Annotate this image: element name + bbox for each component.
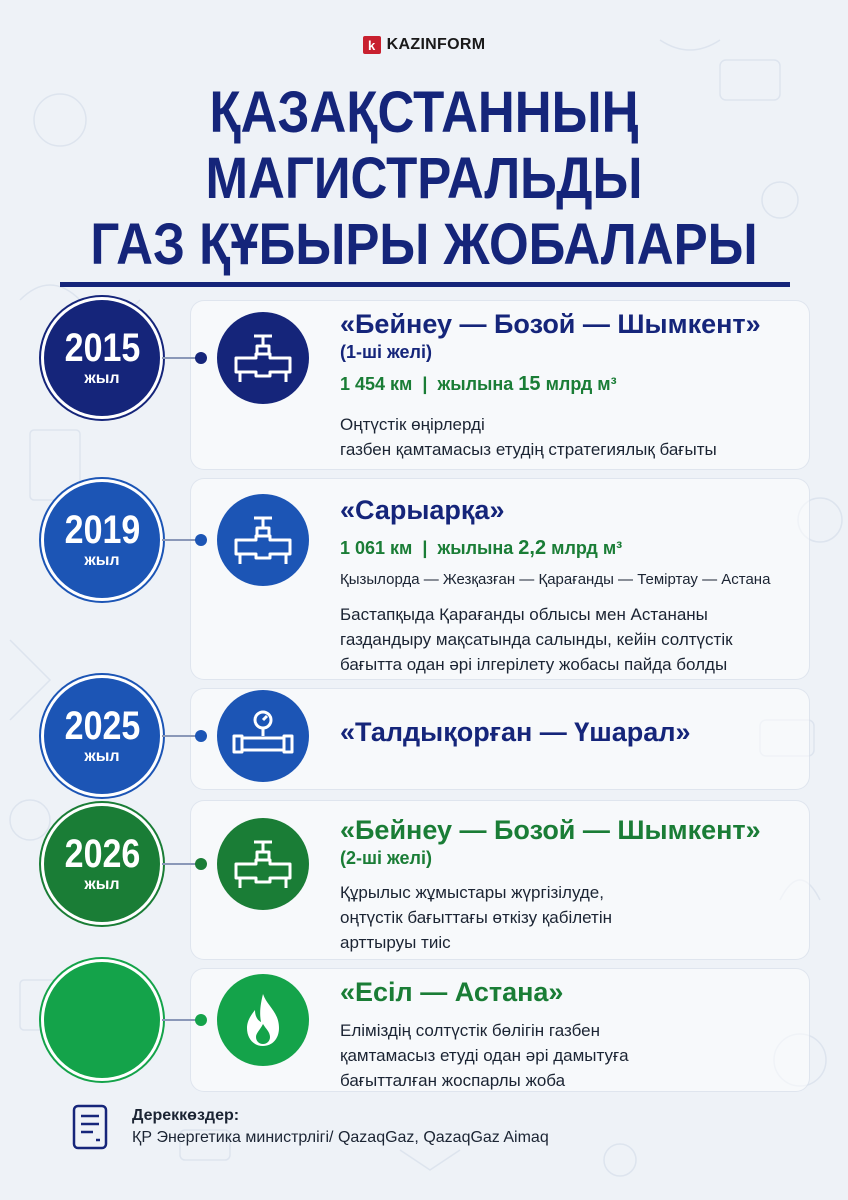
connector-dot <box>195 352 207 364</box>
year-number: 2019 <box>64 508 140 552</box>
capacity-value: 2,2 <box>518 537 547 559</box>
title-divider <box>60 282 790 287</box>
year-badge <box>44 962 160 1078</box>
document-icon <box>72 1104 108 1150</box>
project-description <box>340 1018 810 1093</box>
project-content <box>340 976 810 1093</box>
description-line-2: газбен қамтамасыз етудің стратегиялық бағыты <box>340 440 717 459</box>
capacity-unit: млрд м³ <box>545 374 617 394</box>
year-label: жыл <box>84 748 120 765</box>
project-description <box>340 602 810 677</box>
project-stats <box>340 536 810 560</box>
connector-dot <box>195 1014 207 1026</box>
connector-dot <box>195 534 207 546</box>
capacity-prefix: жылына <box>437 374 514 394</box>
year-label: жыл <box>84 552 120 569</box>
capacity-value: 15 <box>518 373 541 395</box>
project-name: «Бейнеу — Бозой — Шымкент» <box>340 309 761 339</box>
project-name: «Сарыарқа» <box>340 495 505 525</box>
project-route: Қызылорда — Жезқазған — Қарағанды — Теміртау — Астана <box>340 571 771 588</box>
description-line-1: Құрылыс жұмыстары жүргізілуде, <box>340 883 604 902</box>
sources-list: ҚР Энергетика министрлігі/ QazaqGaz, QazaqGaz Aimaq <box>132 1129 549 1146</box>
description-line-3: бағытта одан әрі ілгерілету жобасы пайда болды <box>340 655 728 674</box>
logo-text: KAZINFORM <box>386 36 486 53</box>
description-line-1: Бастапқыда Қарағанды облысы мен Астананы <box>340 605 708 624</box>
capacity-unit: млрд м³ <box>551 538 623 558</box>
year-badge <box>44 300 160 416</box>
description-line-2: оңтүстік бағыттағы өткізу қабілетін <box>340 908 612 927</box>
length-value: 1 061 км <box>340 538 413 558</box>
pressure-gauge-pipe-icon <box>217 690 309 782</box>
description-line-3: арттыруы тиіс <box>340 933 451 952</box>
project-content <box>340 716 810 748</box>
stats-separator: | <box>422 538 428 558</box>
flame-icon <box>217 974 309 1066</box>
kazinform-logo <box>0 36 848 54</box>
length-value: 1 454 км <box>340 374 413 394</box>
project-line: (2-ші желі) <box>340 848 432 868</box>
description-line-3: бағытталған жоспарлы жоба <box>340 1071 566 1090</box>
capacity-prefix: жылына <box>437 538 514 558</box>
description-line-2: газдандыру мақсатында салынды, кейін солтүстік <box>340 630 733 649</box>
project-name: «Талдықорған — Үшарал» <box>340 717 691 747</box>
project-description <box>340 412 810 462</box>
connector-dot <box>195 858 207 870</box>
valve-pipe-icon <box>217 494 309 586</box>
sources-section <box>72 1104 549 1150</box>
title-line-1: ҚАЗАҚСТАННЫҢ <box>209 80 639 145</box>
logo-mark: k <box>363 36 381 54</box>
year-badge <box>44 482 160 598</box>
year-number: 2025 <box>64 704 140 748</box>
year-number: 2026 <box>64 832 140 876</box>
connector-dot <box>195 730 207 742</box>
year-label: жыл <box>84 370 120 387</box>
description-line-1: Еліміздің солтүстік бөлігін газбен <box>340 1021 600 1040</box>
project-2015 <box>0 300 848 480</box>
stats-separator: | <box>422 374 428 394</box>
valve-pipe-icon <box>217 312 309 404</box>
project-content <box>340 308 810 462</box>
year-label: жыл <box>84 876 120 893</box>
sources-heading: Дереккөздер: <box>132 1107 240 1124</box>
project-content <box>340 494 810 677</box>
year-number: 2015 <box>64 326 140 370</box>
project-description <box>340 880 810 955</box>
valve-pipe-icon <box>217 818 309 910</box>
title-line-3: ГАЗ ҚҰБЫРЫ ЖОБАЛАРЫ <box>90 212 758 277</box>
project-2026 <box>0 800 848 980</box>
project-stats <box>340 372 810 396</box>
year-badge <box>44 678 160 794</box>
description-line-1: Оңтүстік өңірлерді <box>340 415 485 434</box>
sources-text <box>132 1105 549 1149</box>
project-line: (1-ші желі) <box>340 342 432 362</box>
title-line-2: МАГИСТРАЛЬДЫ <box>205 146 643 211</box>
description-line-2: қамтамасыз етуді одан әрі дамытуға <box>340 1046 629 1065</box>
project-name: «Есіл — Астана» <box>340 977 564 1007</box>
project-content <box>340 814 810 955</box>
project-name: «Бейнеу — Бозой — Шымкент» <box>340 815 761 845</box>
page-title <box>51 80 797 278</box>
year-badge <box>44 806 160 922</box>
project-2019 <box>0 482 848 674</box>
